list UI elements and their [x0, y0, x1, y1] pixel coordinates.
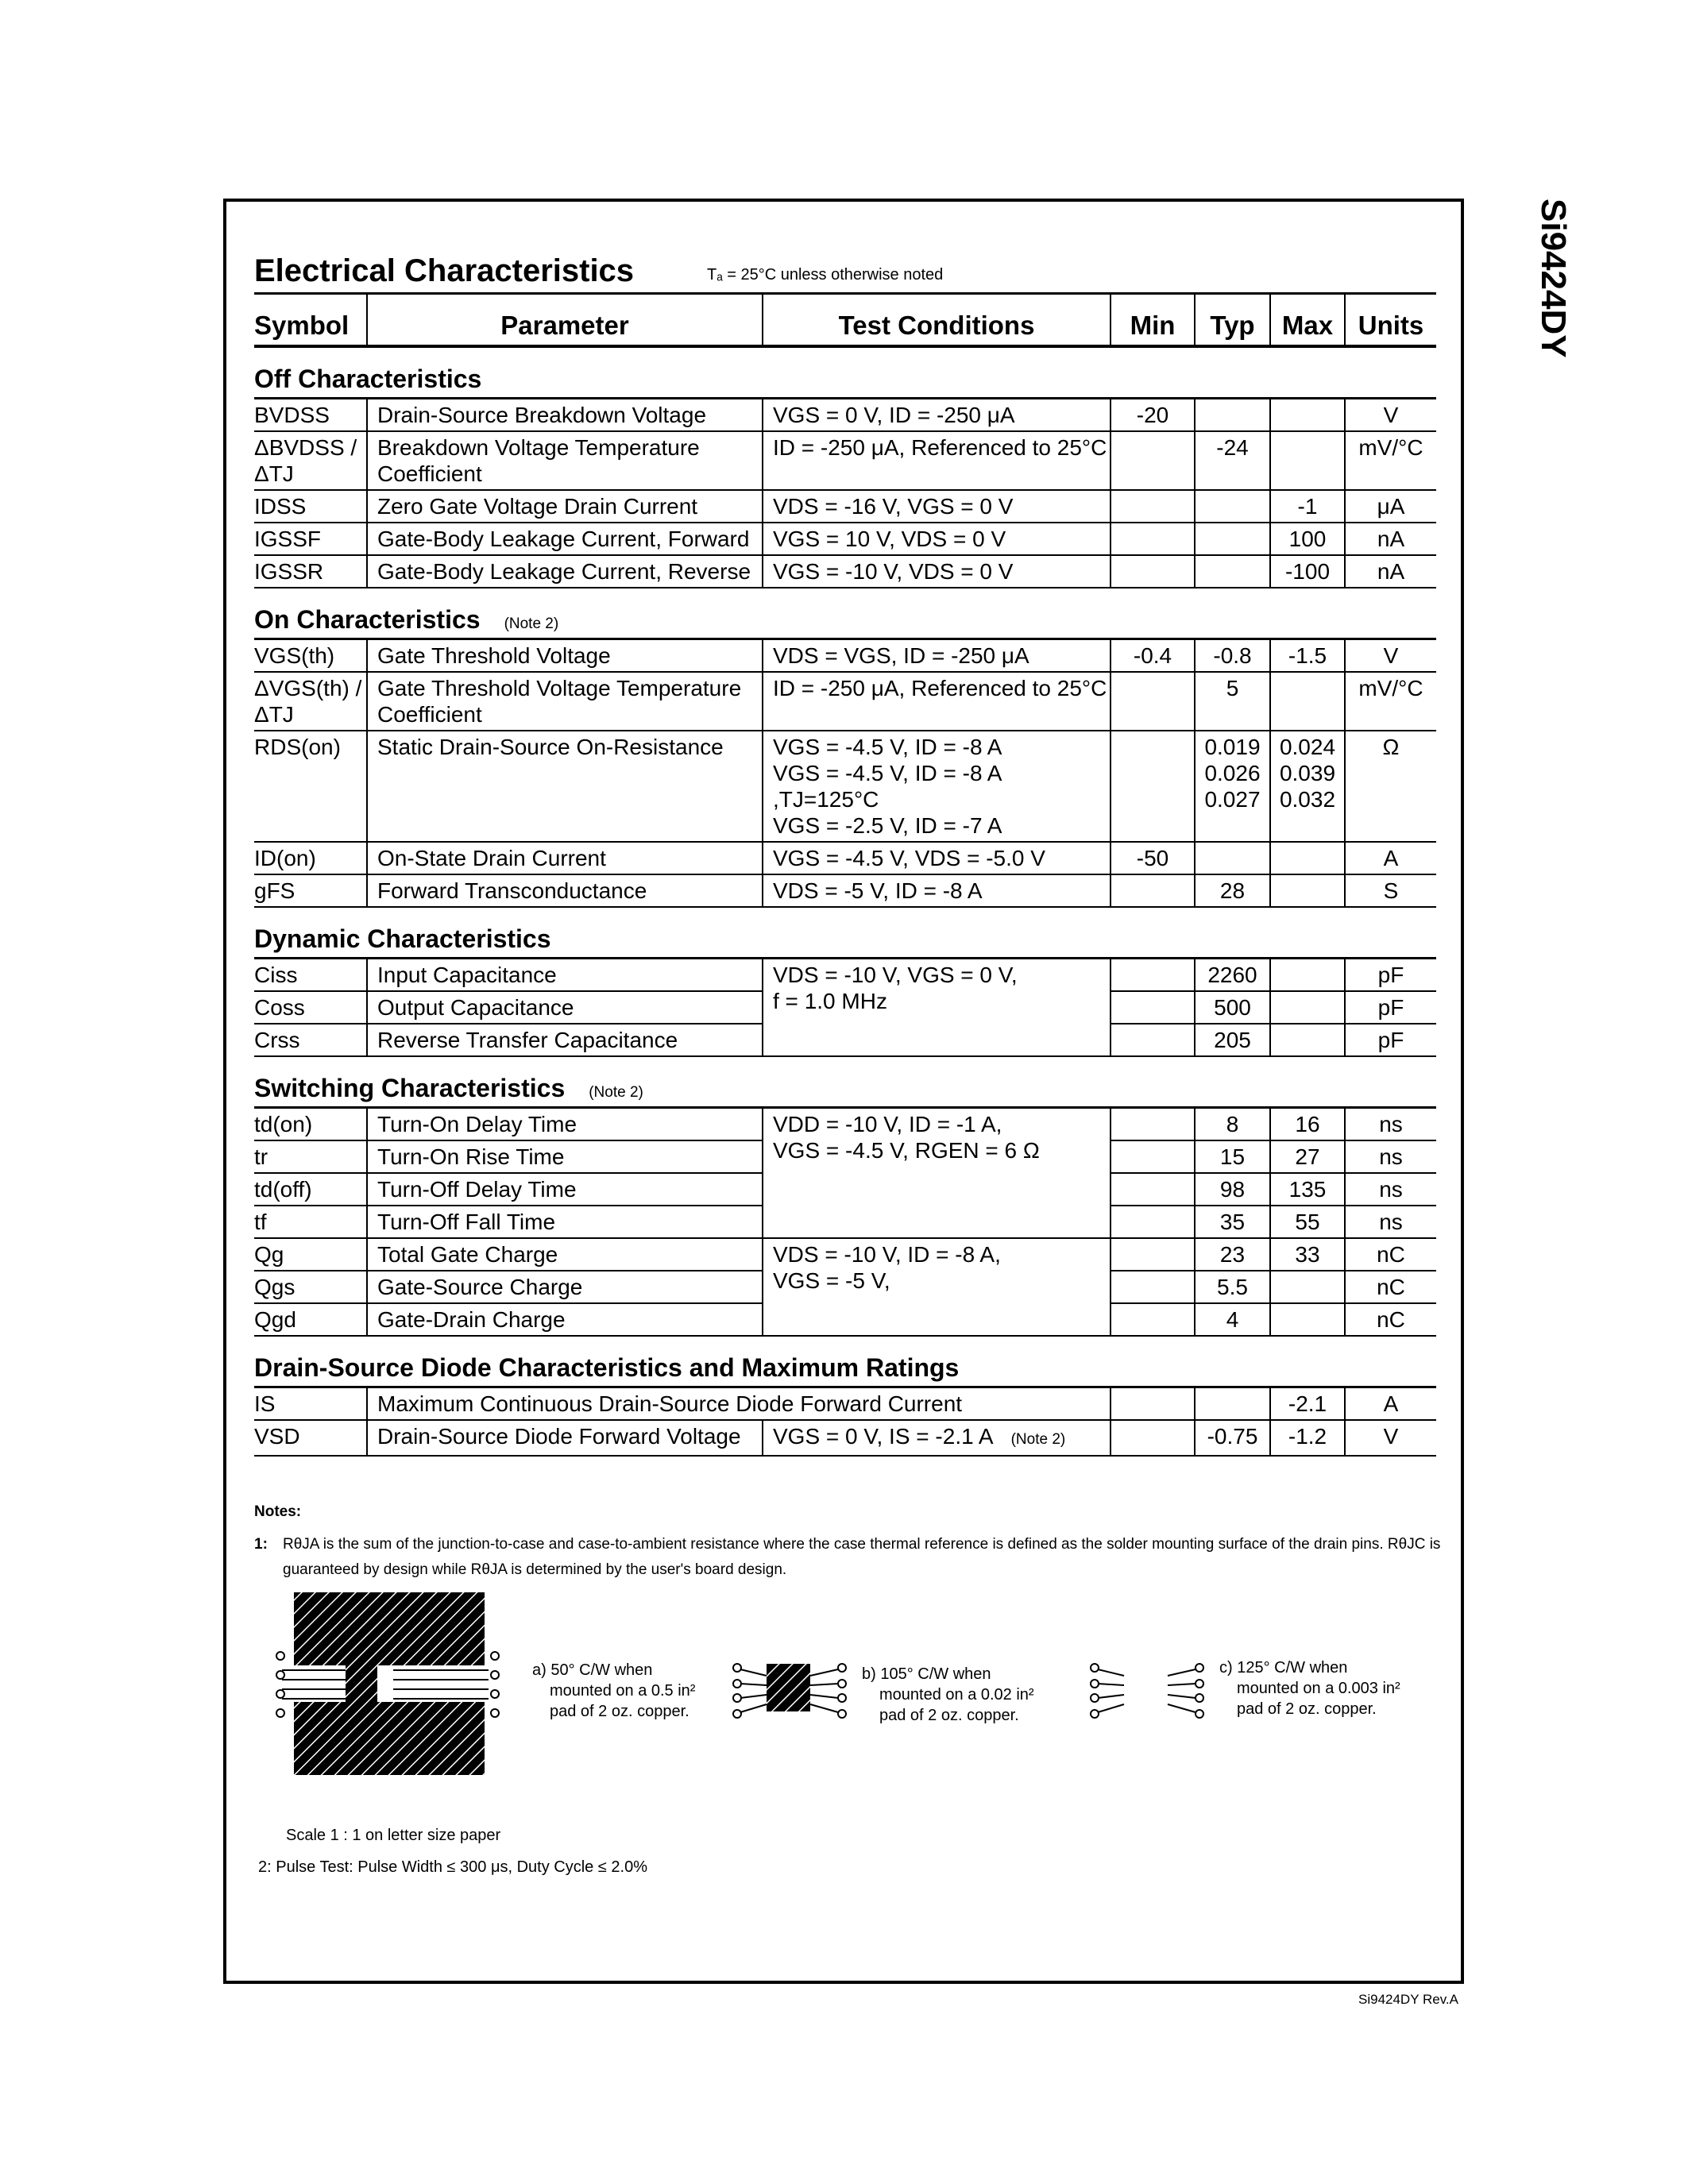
cell	[1270, 672, 1345, 731]
cell	[763, 959, 1111, 1057]
cell: -1	[1270, 490, 1345, 523]
cell: ΔBVDSS / ΔTJ	[254, 431, 367, 490]
cell: VGS = -4.5 V, VDS = -5.0 V	[763, 842, 1111, 874]
cell: mV/°C	[1345, 431, 1436, 490]
col-header: Test Conditions	[763, 294, 1111, 347]
cell	[1111, 874, 1195, 907]
col-header: Max	[1270, 294, 1345, 347]
cell	[763, 1420, 1111, 1456]
cell	[1111, 490, 1195, 523]
table-row	[254, 1420, 1436, 1456]
table-row	[254, 1238, 1436, 1271]
title-conditions: Tₐ = 25°C unless otherwise noted	[707, 266, 944, 284]
cell	[1270, 959, 1345, 992]
cell: 100	[1270, 523, 1345, 555]
cell: 27	[1270, 1140, 1345, 1173]
cell: Qgs	[254, 1271, 367, 1303]
cell: 205	[1195, 1024, 1270, 1056]
cell	[1111, 1238, 1195, 1271]
cell: 33	[1270, 1238, 1345, 1271]
table-row	[254, 874, 1436, 907]
cell: -50	[1111, 842, 1195, 874]
cell	[1270, 874, 1345, 907]
section-header	[254, 346, 1436, 399]
cell: -0.4	[1111, 639, 1195, 673]
section-title	[254, 907, 1436, 959]
cell	[1111, 523, 1195, 555]
cell: Breakdown Voltage Temperature Coefficient	[367, 431, 763, 490]
table-row	[254, 639, 1436, 673]
cell	[763, 731, 1111, 842]
cell-line: VGS = -2.5 V, ID = -7 A	[773, 813, 1002, 838]
cond-text: VGS = 0 V, IS = -2.1 A	[773, 1424, 994, 1449]
cell: mV/°C	[1345, 672, 1436, 731]
cell: 15	[1195, 1140, 1270, 1173]
cell	[763, 1238, 1111, 1336]
title-row	[254, 254, 1438, 292]
cell: 135	[1270, 1173, 1345, 1206]
section-header	[254, 588, 1436, 639]
table-row	[254, 959, 1436, 992]
cell: V	[1345, 639, 1436, 673]
cell	[1195, 490, 1270, 523]
cell: 5.5	[1195, 1271, 1270, 1303]
cell: td(on)	[254, 1108, 367, 1141]
cell: ID = -250 μA, Referenced to 25°C	[763, 431, 1111, 490]
cell	[1195, 523, 1270, 555]
cell	[1111, 1303, 1195, 1336]
cell	[1111, 1173, 1195, 1206]
cell: 28	[1195, 874, 1270, 907]
cell: Turn-On Delay Time	[367, 1108, 763, 1141]
section-note: (Note 2)	[504, 615, 559, 632]
cell: -100	[1270, 555, 1345, 588]
cell: VGS = 10 V, VDS = 0 V	[763, 523, 1111, 555]
section-label: Off Characteristics	[254, 365, 482, 393]
cell-line: f = 1.0 MHz	[773, 989, 887, 1013]
pad-figure-b	[731, 1644, 850, 1731]
cell: Ω	[1345, 731, 1436, 842]
cell-line: 0.026	[1204, 761, 1261, 785]
cell: -0.8	[1195, 639, 1270, 673]
fig-b-caption: b) 105° C/W when mounted on a 0.02 in² pad of 2 oz. copper.	[862, 1665, 1034, 1724]
cell	[1270, 842, 1345, 874]
section-title	[254, 1056, 1436, 1108]
cell-line: VGS = -4.5 V, ID = -8 A	[773, 735, 1002, 759]
cell	[1111, 1271, 1195, 1303]
cell	[1195, 731, 1270, 842]
cell: V	[1345, 1420, 1436, 1456]
table-row	[254, 555, 1436, 588]
cell: tr	[254, 1140, 367, 1173]
cell: ID(on)	[254, 842, 367, 874]
cell	[763, 1108, 1111, 1239]
cell: -2.1	[1270, 1387, 1345, 1421]
col-header: Min	[1111, 294, 1195, 347]
cell	[1111, 431, 1195, 490]
table-row	[254, 1108, 1436, 1141]
cell: 5	[1195, 672, 1270, 731]
section-header	[254, 907, 1436, 959]
cell-line: 0.024	[1279, 735, 1336, 759]
cell: VGS = -10 V, VDS = 0 V	[763, 555, 1111, 588]
pad-figure-c	[1088, 1644, 1207, 1731]
cell: Turn-On Rise Time	[367, 1140, 763, 1173]
cell: VDS = -5 V, ID = -8 A	[763, 874, 1111, 907]
cell	[1111, 1420, 1195, 1456]
cell: VDS = VGS, ID = -250 μA	[763, 639, 1111, 673]
cell: On-State Drain Current	[367, 842, 763, 874]
table-row	[254, 490, 1436, 523]
cell: VSD	[254, 1420, 367, 1456]
cell	[1270, 1303, 1345, 1336]
cell: 2260	[1195, 959, 1270, 992]
cell: Drain-Source Breakdown Voltage	[367, 399, 763, 432]
cell-line: VGS = -4.5 V, RGEN = 6 Ω	[773, 1138, 1040, 1163]
cell: VDS = -16 V, VGS = 0 V	[763, 490, 1111, 523]
header-row	[254, 294, 1436, 347]
table-row	[254, 1387, 1436, 1421]
cell: VGS = 0 V, ID = -250 μA	[763, 399, 1111, 432]
cell: Maximum Continuous Drain-Source Diode Forward Current	[367, 1387, 1111, 1421]
cell: Qgd	[254, 1303, 367, 1336]
cell: Drain-Source Diode Forward Voltage	[367, 1420, 763, 1456]
cell: nA	[1345, 523, 1436, 555]
cell: 55	[1270, 1206, 1345, 1238]
cell: tf	[254, 1206, 367, 1238]
cell: Coss	[254, 991, 367, 1024]
pad-figure-a	[274, 1592, 512, 1775]
cell: ns	[1345, 1140, 1436, 1173]
cell	[1111, 1108, 1195, 1141]
cell	[1270, 991, 1345, 1024]
cell: pF	[1345, 991, 1436, 1024]
cell: gFS	[254, 874, 367, 907]
table-row	[254, 842, 1436, 874]
cell-line: 0.039	[1279, 761, 1336, 785]
cell-line: 0.019	[1204, 735, 1261, 759]
cell: -20	[1111, 399, 1195, 432]
cell: Gate-Body Leakage Current, Reverse	[367, 555, 763, 588]
cell: RDS(on)	[254, 731, 367, 842]
cell	[1195, 399, 1270, 432]
cell	[1111, 1140, 1195, 1173]
cell-line: VDS = -10 V, VGS = 0 V,	[773, 963, 1018, 987]
section-title	[254, 346, 1436, 399]
cell: 16	[1270, 1108, 1345, 1141]
cell-line: VDS = -10 V, ID = -8 A,	[773, 1242, 1001, 1267]
cell: -1.5	[1270, 639, 1345, 673]
cell: 500	[1195, 991, 1270, 1024]
footer-revision: Si9424DY Rev.A	[1358, 1992, 1458, 2007]
cell: td(off)	[254, 1173, 367, 1206]
cell	[1270, 399, 1345, 432]
section-title	[254, 588, 1436, 639]
cell: pF	[1345, 1024, 1436, 1056]
cell: nC	[1345, 1303, 1436, 1336]
cell	[1195, 555, 1270, 588]
cell: pF	[1345, 959, 1436, 992]
fig-a-caption: a) 50° C/W when mounted on a 0.5 in² pad of 2 oz. copper.	[532, 1661, 696, 1720]
cell	[1195, 1387, 1270, 1421]
cell: 98	[1195, 1173, 1270, 1206]
section-label: Switching Characteristics	[254, 1074, 566, 1102]
cell: BVDSS	[254, 399, 367, 432]
note-1	[254, 1532, 1454, 1583]
scale-note: Scale 1 : 1 on letter size paper	[286, 1827, 501, 1844]
cell: -24	[1195, 431, 1270, 490]
cell: Output Capacitance	[367, 991, 763, 1024]
fig-c-caption: c) 125° C/W when mounted on a 0.003 in² pad of 2 oz. copper.	[1219, 1659, 1400, 1718]
cell	[1111, 1387, 1195, 1421]
cell: Gate-Drain Charge	[367, 1303, 763, 1336]
cell: -1.2	[1270, 1420, 1345, 1456]
cell: S	[1345, 874, 1436, 907]
cell: ID = -250 μA, Referenced to 25°C	[763, 672, 1111, 731]
cell: ns	[1345, 1173, 1436, 1206]
cell: A	[1345, 1387, 1436, 1421]
cell	[1270, 1024, 1345, 1056]
cell	[1270, 1271, 1345, 1303]
section-label: On Characteristics	[254, 605, 481, 634]
cell-line: VDD = -10 V, ID = -1 A,	[773, 1112, 1002, 1136]
cell: 4	[1195, 1303, 1270, 1336]
section-title	[254, 1336, 1436, 1387]
col-header: Symbol	[254, 294, 367, 347]
cond-note: (Note 2)	[1010, 1431, 1066, 1448]
cell: Turn-Off Fall Time	[367, 1206, 763, 1238]
side-title: Si9424DY	[1534, 199, 1573, 358]
cell: Turn-Off Delay Time	[367, 1173, 763, 1206]
cell	[1270, 431, 1345, 490]
cell: V	[1345, 399, 1436, 432]
section-note: (Note 2)	[589, 1084, 643, 1101]
cell: 23	[1195, 1238, 1270, 1271]
cell	[1111, 959, 1195, 992]
cell: -0.75	[1195, 1420, 1270, 1456]
cell	[1111, 991, 1195, 1024]
table-row	[254, 672, 1436, 731]
spec-table	[254, 292, 1436, 1457]
table-row	[254, 399, 1436, 432]
cell: 8	[1195, 1108, 1270, 1141]
cell: Gate-Source Charge	[367, 1271, 763, 1303]
cell: Forward Transconductance	[367, 874, 763, 907]
cell: Static Drain-Source On-Resistance	[367, 731, 763, 842]
cell-line: VGS = -4.5 V, ID = -8 A ,TJ=125°C	[773, 761, 1001, 812]
cell: IS	[254, 1387, 367, 1421]
cell: A	[1345, 842, 1436, 874]
cell	[1195, 842, 1270, 874]
table-row	[254, 431, 1436, 490]
spec-content	[254, 254, 1438, 1457]
page-title: Electrical Characteristics	[254, 253, 635, 288]
cell: Ciss	[254, 959, 367, 992]
cell	[1111, 1024, 1195, 1056]
cell: Gate Threshold Voltage Temperature Coefficient	[367, 672, 763, 731]
cell: Total Gate Charge	[367, 1238, 763, 1271]
cell-line: VGS = -5 V,	[773, 1268, 890, 1293]
notes	[254, 1503, 1454, 1583]
section-label: Drain-Source Diode Characteristics and Maximum Ratings	[254, 1353, 960, 1382]
cell: VGS(th)	[254, 639, 367, 673]
cell: Zero Gate Voltage Drain Current	[367, 490, 763, 523]
cell: ΔVGS(th) / ΔTJ	[254, 672, 367, 731]
notes-heading: Notes:	[254, 1503, 302, 1520]
cell: IGSSR	[254, 555, 367, 588]
cell-line: 0.032	[1279, 787, 1336, 812]
cell: Reverse Transfer Capacitance	[367, 1024, 763, 1056]
col-header: Parameter	[367, 294, 763, 347]
cell	[1111, 555, 1195, 588]
table-row	[254, 523, 1436, 555]
cell	[1111, 672, 1195, 731]
cell	[1111, 1206, 1195, 1238]
cell: IDSS	[254, 490, 367, 523]
cell: nC	[1345, 1271, 1436, 1303]
section-header	[254, 1056, 1436, 1108]
section-header	[254, 1336, 1436, 1387]
section-label: Dynamic Characteristics	[254, 924, 551, 953]
cell: ns	[1345, 1108, 1436, 1141]
cell: Gate-Body Leakage Current, Forward	[367, 523, 763, 555]
cell: Input Capacitance	[367, 959, 763, 992]
cell: ns	[1345, 1206, 1436, 1238]
cell: IGSSF	[254, 523, 367, 555]
cell: Crss	[254, 1024, 367, 1056]
note-1-text: RθJA is the sum of the junction-to-case and case-to-ambient resistance where the case thermal reference is defined as the solder mounting surface of the drain pins. RθJC is guaranteed by design while RθJA is determined by the user's board design.	[283, 1536, 1441, 1578]
cell	[1270, 731, 1345, 842]
cell: Qg	[254, 1238, 367, 1271]
cell-line: 0.027	[1204, 787, 1261, 812]
table-row	[254, 731, 1436, 842]
cell: Gate Threshold Voltage	[367, 639, 763, 673]
cell: nA	[1345, 555, 1436, 588]
cell: nC	[1345, 1238, 1436, 1271]
cell: 35	[1195, 1206, 1270, 1238]
note-2: 2: Pulse Test: Pulse Width ≤ 300 μs, Duty Cycle ≤ 2.0%	[258, 1858, 647, 1876]
col-header: Units	[1345, 294, 1436, 347]
col-header: Typ	[1195, 294, 1270, 347]
cell: μA	[1345, 490, 1436, 523]
cell	[1111, 731, 1195, 842]
note-1-key: 1:	[254, 1536, 268, 1553]
